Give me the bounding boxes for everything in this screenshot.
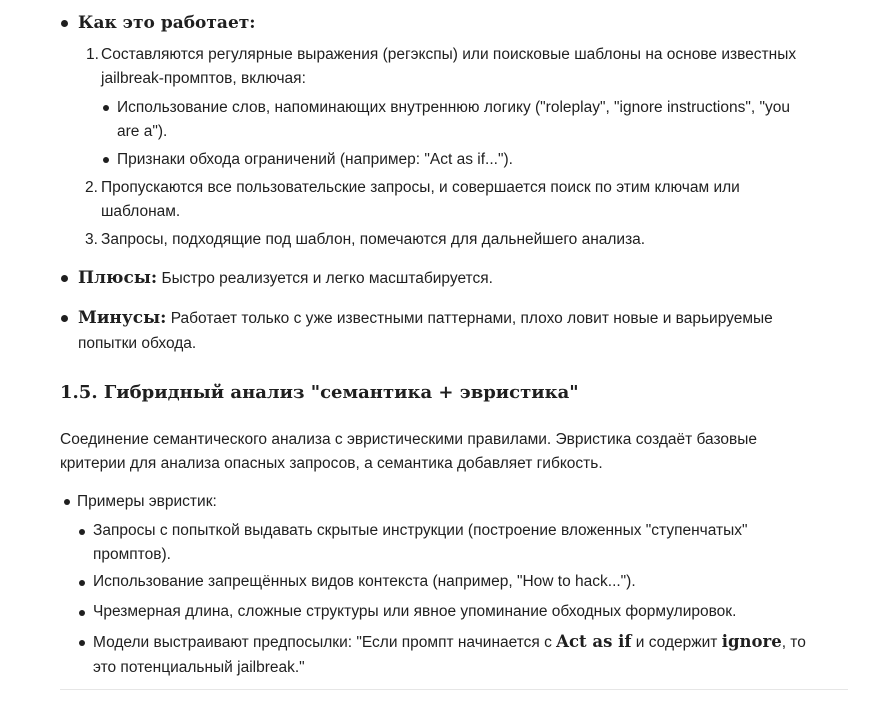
step-number: 1. [86,46,99,63]
example-item-last [93,629,806,656]
examples-label: Примеры эвристик: [77,493,217,510]
cons-label: Минусы: [78,308,167,328]
example-text-pre: Модели выстраивают предпосылки: "Если промпт начинается с [93,634,557,651]
sub-item-text-cont: are a"). [117,123,168,140]
step-text-cont: jailbreak-промптов, включая: [101,70,306,87]
step-text: Составляются регулярные выражения (регэкспы) или поисковые шаблоны на основе известных [101,46,797,63]
example-bold-ignore: ignore [721,632,782,651]
example-item: Чрезмерная длина, сложные структуры или явное упоминание обходных формулировок. [93,603,737,620]
bullet-icon [103,157,109,163]
bullet-icon [79,580,85,586]
bullet-icon [61,20,68,27]
how-it-works-heading: Как это работает: [78,13,256,33]
step-text: Запросы, подходящие под шаблон, помечаются для дальнейшего анализа. [101,231,646,248]
pros-label: Плюсы: [78,268,158,288]
bullet-icon [103,105,109,111]
section-paragraph-cont: критерии для анализа опасных запросов, а семантика добавляет гибкость. [60,455,603,472]
example-text-mid: и содержит [631,634,722,651]
bullet-icon [61,315,68,322]
cons-text-cont: попытки обхода. [78,335,197,352]
bullet-icon [79,610,85,616]
step-number: 2. [85,179,98,196]
section-heading: 1.5. Гибридный анализ "семантика + эвристика" [60,382,579,403]
pros-text: Быстро реализуется и легко масштабируется. [161,270,493,287]
divider [60,689,848,690]
bullet-icon [64,499,70,505]
cons-item [78,305,773,332]
example-item-cont: промптов). [93,546,171,563]
example-item: Использование запрещённых видов контекста (например, "How to hack..."). [93,573,636,590]
example-text-post: , то [781,634,806,651]
pros-item [78,265,493,292]
section-paragraph: Соединение семантического анализа с эвристическими правилами. Эвристика создаёт базовые [60,431,758,448]
step-text: Пропускаются все пользовательские запросы, и совершается поиск по этим ключам или [101,179,740,196]
step-number: 3. [85,231,98,248]
example-item: Запросы с попыткой выдавать скрытые инструкции (построение вложенных "ступенчатых" [93,522,748,539]
example-bold-act-as-if: Act as if [556,632,632,651]
step-text-cont: шаблонам. [101,203,181,220]
bullet-icon [61,275,68,282]
sub-item-text: Признаки обхода ограничений (например: "Act as if..."). [117,151,513,168]
example-item-last-cont: это потенциальный jailbreak." [93,659,305,676]
bullet-icon [79,529,85,535]
bullet-icon [79,640,85,646]
cons-text: Работает только с уже известными паттернами, плохо ловит новые и варьируемые [170,310,773,327]
sub-item-text: Использование слов, напоминающих внутреннюю логику ("roleplay", "ignore instructions", "you [117,99,790,116]
